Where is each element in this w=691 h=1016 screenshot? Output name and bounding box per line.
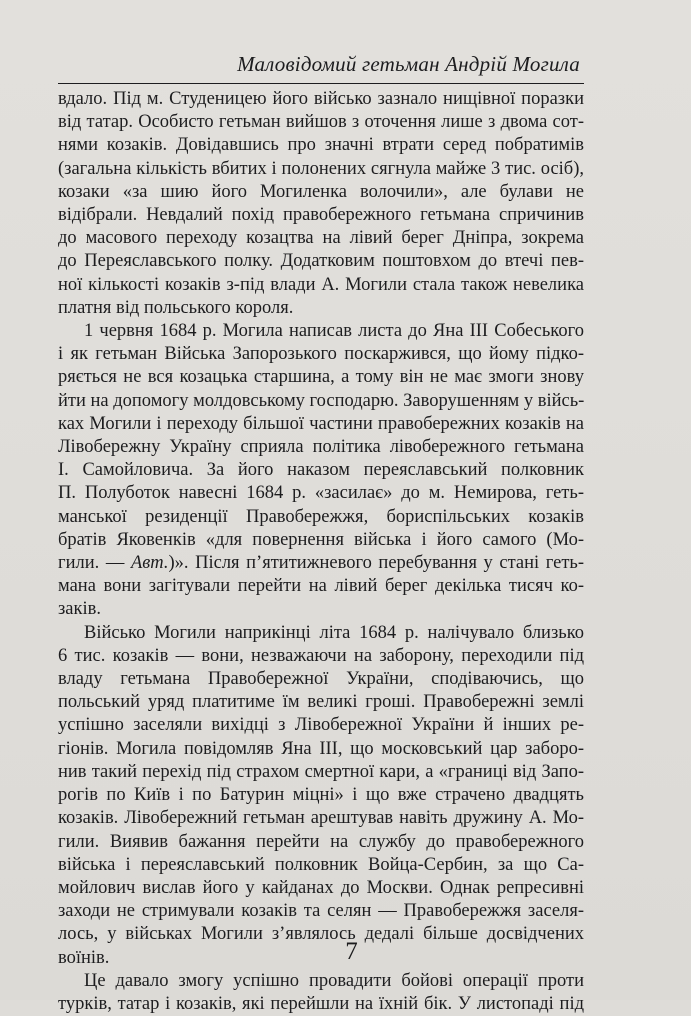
text-line: ках Могили і переходу більшої частини правобережних козаків на (58, 413, 584, 434)
text-line: польський уряд платитиме їм великі гроші. Правобережні землі (58, 692, 584, 713)
text-line: вдало. Під м. Студеницею його військо зазнало нищівної поразки (58, 89, 584, 109)
header-rule (58, 83, 584, 84)
text-line: гили. Виявив бажання перейти на службу до правобережного (58, 831, 584, 852)
text-line: 6 тис. козаків — вони, незважаючи на заборону, переходили під (58, 645, 584, 666)
text-line: козаків. Лівобережний гетьман арештував навіть дружину А. Мо- (58, 808, 584, 829)
text-line: турків, татар і козаків, які перейшли на їхній бік. У листопаді під (58, 993, 584, 1014)
text-line: воїнів. (58, 947, 110, 968)
paragraph (58, 320, 584, 622)
text-line: лось, у військах Могили з’являлось дедалі більше досвідчених (58, 924, 584, 945)
text-line: І. Самойловича. За його наказом переяславський полковник (58, 460, 584, 481)
body-text (58, 88, 584, 1016)
text-line: нями козаків. Довідавшись про значні втрати серед побратимів (58, 135, 584, 156)
text-line: 1 червня 1684 р. Могила написав листа до Яна III Собеського (84, 321, 584, 342)
text-line: успішно заселяли вихідці з Лівобережної України й інших ре- (58, 715, 584, 736)
page-number: 7 (345, 938, 358, 965)
text-line: гіонів. Могила повідомляв Яна III, що московський цар заборо- (58, 738, 584, 759)
text-line: братів Яковенків «для повернення війська і його самого (Мо- (58, 529, 584, 550)
paragraph (58, 622, 584, 970)
text-line: заходи не стримували козаків та селян — Правобережжя заселя- (58, 901, 584, 922)
text-line: рогів по Київ і по Батурин міцні» і що вже страчено двадцять (58, 785, 584, 806)
paragraph (58, 970, 584, 1016)
running-head: Маловідомий гетьман Андрій Могила (237, 52, 580, 76)
text-line: ної кількості козаків з-під влади А. Могили стала також невелика (58, 274, 584, 295)
text-line: П. Полуботок навесні 1684 р. «засилає» до м. Немирова, геть- (58, 483, 584, 504)
text-line: владу гетьмана Правобережної України, сподіваючись, що (58, 669, 584, 690)
text-line: мойлович вислав його у кайданах до Москви. Однак репресивні (58, 877, 584, 898)
text-line: відібрали. Невдалий похід правобережного гетьмана спричинив (58, 205, 584, 226)
text-line: гили. — Авт.)». Після п’ятитижневого перебування у стані геть- (58, 553, 584, 574)
text-line: (загальна кількість вбитих і полонених сягнула майже 3 тис. осіб), (58, 158, 584, 179)
paragraph (58, 88, 584, 320)
text-line: ряється не вся козацька старшина, а тому він не має змоги знову (58, 367, 584, 388)
text-line: нив такий перехід під страхом смертної кари, а «границі від Запо- (58, 761, 584, 782)
text-line: йти на допомогу молдовському господарю. Заворушенням у війсь- (58, 390, 585, 411)
text-line: і як гетьман Війська Запорозького поскаржився, що йому підко- (58, 344, 584, 365)
text-line: платня від польського короля. (58, 297, 294, 318)
text-line: мана вони загітували перейти на лівий берег декілька тисяч ко- (58, 576, 584, 597)
text-line: від татар. Особисто гетьман вийшов з оточення лише з двома сот- (58, 112, 584, 133)
text-line: козаки «за шию його Могиленка волочили», але булави не (58, 181, 584, 202)
text-line: Це давало змогу успішно провадити бойові операції проти (84, 970, 584, 991)
text-line: манської резиденції Правобережжя, бориспільських козаків (58, 506, 584, 527)
text-line: Лівобережну Україну сприяла політика лівобережного гетьмана (58, 437, 584, 458)
text-line: до масового переходу козацтва на лівий берег Дніпра, зокрема (58, 228, 584, 249)
text-line: війська і переяславський полковник Войца-Сербин, за що Са- (58, 854, 584, 875)
text-line: заків. (58, 599, 102, 620)
text-line: до Переяславського полку. Додатковим поштовхом до втечі пев- (58, 251, 584, 272)
text-line: Військо Могили наприкінці літа 1684 р. налічувало близько (84, 622, 584, 643)
author-abbreviation: Авт. (130, 553, 169, 574)
